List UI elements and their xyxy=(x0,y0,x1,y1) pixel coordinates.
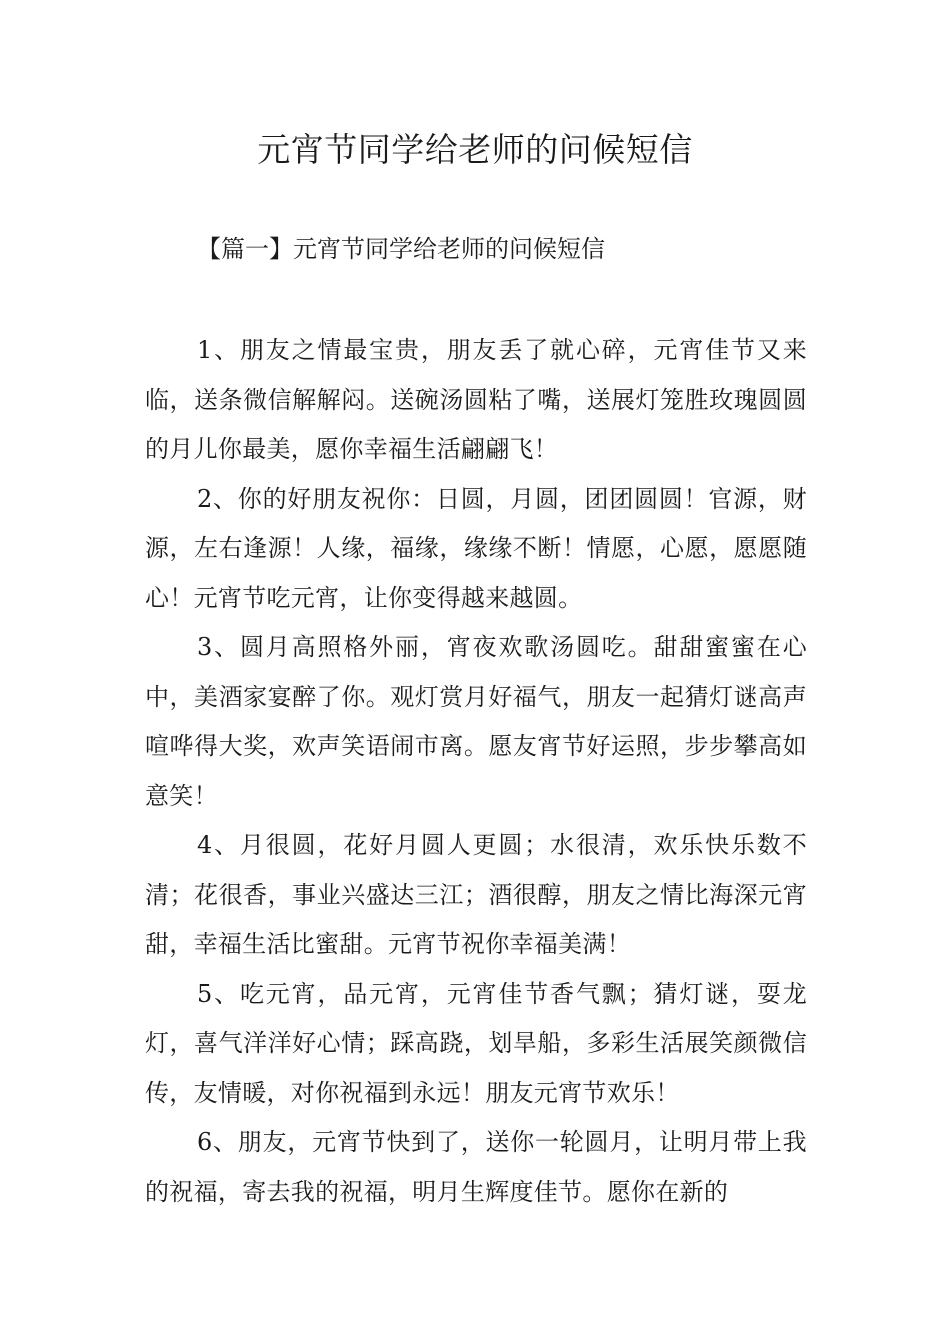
paragraph-3: 3、圆月高照格外丽，宵夜欢歌汤圆吃。甜甜蜜蜜在心中，美酒家宴醉了你。观灯赏月好福气，朋友一起猜灯谜高声喧哗得大奖，欢声笑语闹市离。愿友宵节好运照，步步攀高如意笑！ xyxy=(145,633,807,810)
paragraph-2: 2、你的好朋友祝你：日圆，月圆，团团圆圆！官源，财源，左右逢源！人缘，福缘，缘缘不断！情愿，心愿，愿愿随心！元宵节吃元宵，让你变得越来越圆。 xyxy=(145,484,807,612)
paragraph-6: 6、朋友，元宵节快到了，送你一轮圆月，让明月带上我的祝福，寄去我的祝福，明月生辉度佳节。愿你在新的 xyxy=(145,1128,807,1206)
page-title: 元宵节同学给老师的问候短信 xyxy=(257,130,693,169)
section-heading: 【篇一】元宵节同学给老师的问候短信 xyxy=(197,235,605,263)
document-body xyxy=(145,326,807,1217)
paragraph-4: 4、月很圆，花好月圆人更圆；水很清，欢乐快乐数不清；花很香，事业兴盛达三江；酒很醇，朋友之情比海深元宵甜，幸福生活比蜜甜。元宵节祝你幸福美满！ xyxy=(145,831,807,958)
paragraph-5: 5、吃元宵，品元宵，元宵佳节香气飘；猜灯谜，耍龙灯，喜气洋洋好心情；踩高跷，划旱船，多彩生活展笑颜微信传，友情暖，对你祝福到永远！朋友元宵节欢乐！ xyxy=(145,979,807,1107)
paragraph-1: 1、朋友之情最宝贵，朋友丢了就心碎，元宵佳节又来临，送条微信解解闷。送碗汤圆粘了嘴，送展灯笼胜玫瑰圆圆的月儿你最美，愿你幸福生活翩翩飞！ xyxy=(145,336,807,463)
